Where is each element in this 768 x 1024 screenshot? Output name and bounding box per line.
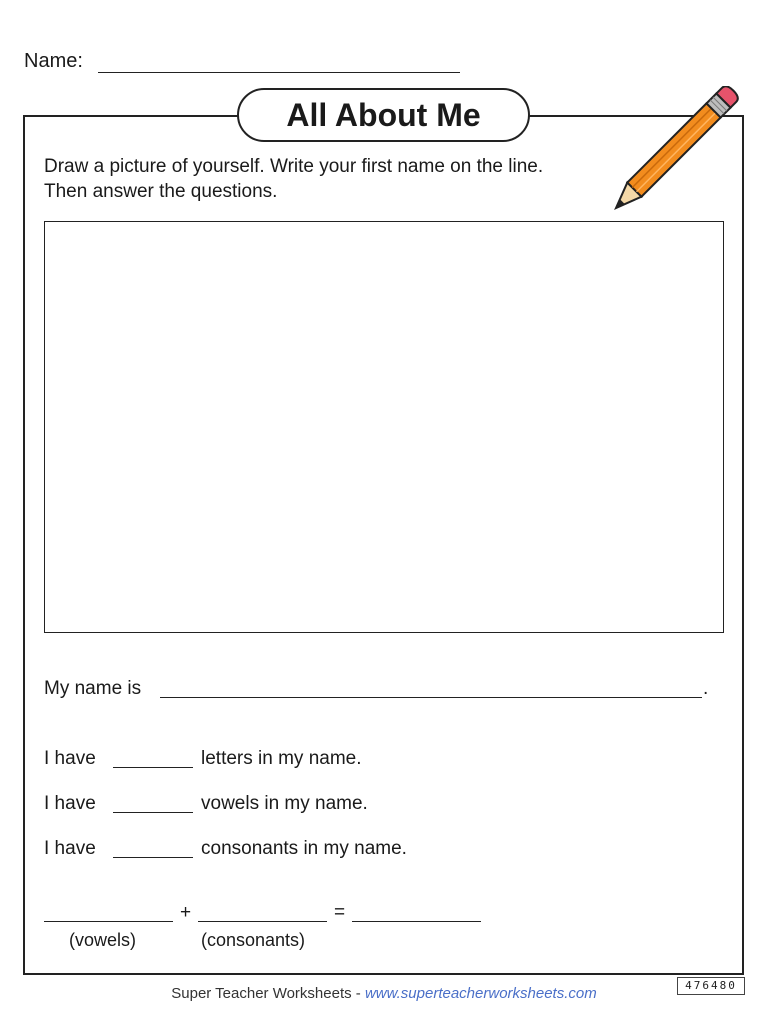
letters-suffix: letters in my name. bbox=[201, 748, 362, 769]
consonants-suffix: consonants in my name. bbox=[201, 838, 407, 859]
page-title: All About Me bbox=[237, 88, 530, 142]
equals-sign: = bbox=[334, 902, 346, 923]
consonants-prefix: I have bbox=[44, 838, 96, 859]
consonants-caption: (consonants) bbox=[201, 930, 306, 950]
name-blank-line[interactable] bbox=[98, 72, 460, 73]
footer-link[interactable]: www.superteacherworksheets.com bbox=[364, 985, 597, 1002]
instruction-line-2: Then answer the questions. bbox=[44, 181, 278, 202]
vowels-suffix: vowels in my name. bbox=[201, 793, 368, 814]
name-label: Name: bbox=[24, 50, 83, 72]
footer bbox=[0, 985, 768, 1002]
consonants-blank[interactable] bbox=[113, 857, 193, 858]
vowels-blank[interactable] bbox=[113, 812, 193, 813]
my-name-label: My name is bbox=[44, 678, 142, 699]
my-name-period: . bbox=[703, 678, 709, 699]
my-name-blank[interactable] bbox=[160, 697, 702, 698]
instruction-line-1: Draw a picture of yourself. Write your first name on the line. bbox=[44, 156, 544, 177]
letters-prefix: I have bbox=[44, 748, 96, 769]
equation-consonants-blank[interactable] bbox=[198, 921, 327, 922]
equation-total-blank[interactable] bbox=[352, 921, 481, 922]
worksheet-code: 476480 bbox=[677, 977, 745, 995]
plus-sign: + bbox=[180, 902, 192, 923]
footer-brand: Super Teacher Worksheets - bbox=[171, 985, 365, 1002]
pencil-icon bbox=[608, 86, 748, 216]
equation-vowels-blank[interactable] bbox=[44, 921, 173, 922]
letters-blank[interactable] bbox=[113, 767, 193, 768]
drawing-area[interactable] bbox=[44, 221, 724, 633]
vowels-caption: (vowels) bbox=[69, 930, 137, 950]
vowels-prefix: I have bbox=[44, 793, 96, 814]
